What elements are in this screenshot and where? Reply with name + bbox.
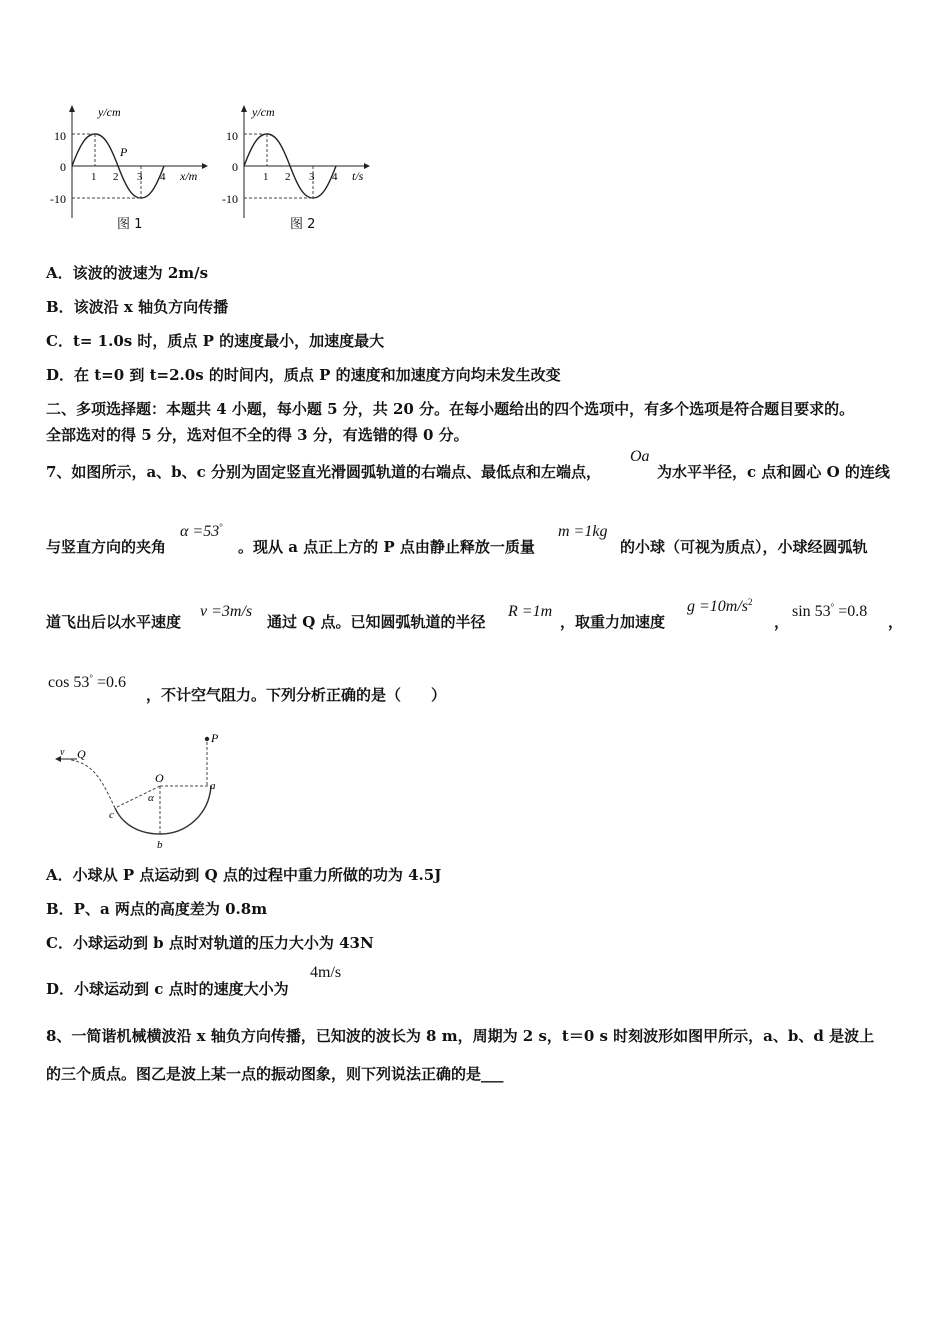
diagram-label-o: O <box>155 771 164 785</box>
q7-option-d-math: 4m/s <box>310 964 342 981</box>
figure-2-caption: 图 2 <box>290 217 316 232</box>
fig1-y-zero: 0 <box>60 160 66 174</box>
q7-line-4: ，不计空气阻力。下列分析正确的是（ ） <box>146 686 447 704</box>
q7-cos-text: cos 53 <box>48 674 90 691</box>
q7-sin-text: sin 53 <box>792 603 831 620</box>
fig2-y-zero: 0 <box>232 160 238 174</box>
q7-math-mass: m =1kg <box>558 523 608 540</box>
fig2-tick-3: 3 <box>309 171 315 183</box>
q6-option-a: A．该波的波速为 2m/s <box>46 264 209 282</box>
q7-math-oa: Oa <box>630 448 650 465</box>
q7-math-radius: R =1m <box>508 603 553 620</box>
q7-math-sin <box>792 603 867 621</box>
q7-line-3c: ，取重力加速度 <box>560 613 666 631</box>
q7-math-alpha <box>180 523 223 541</box>
q7-line-2c: 的小球（可视为质点），小球经圆弧轨 <box>620 538 868 556</box>
diagram-label-b: b <box>157 839 163 851</box>
q7-line-1b: 为水平半径，c 点和圆心 O 的连线 <box>657 463 890 481</box>
q6-option-b: B．该波沿 x 轴负方向传播 <box>46 298 229 316</box>
q7-sin-value: =0.8 <box>838 603 868 620</box>
q7-line-1a: 7、如图所示，a、b、c 分别为固定竖直光滑圆弧轨道的右端点、最低点和左端点， <box>46 463 602 481</box>
fig1-tick-4: 4 <box>160 171 166 183</box>
diagram-label-alpha: α <box>148 792 154 804</box>
section-2-instructions-2: 全部选对的得 5 分，选对但不全的得 3 分，有选错的得 0 分。 <box>46 426 469 444</box>
q7-alpha-degree: ° <box>219 522 223 532</box>
diagram-label-q: Q <box>77 747 86 761</box>
q7-gravity-text: g =10m/s <box>687 598 749 615</box>
fig1-tick-1: 1 <box>91 171 97 183</box>
q7-cos-value: =0.6 <box>96 674 126 691</box>
fig1-x-label: x/m <box>180 169 198 183</box>
q7-line-3a: 道飞出后以水平速度 <box>46 613 182 631</box>
fig2-y-max: 10 <box>226 129 238 143</box>
diagram-label-p: P <box>211 731 219 745</box>
fig2-tick-4: 4 <box>332 171 338 183</box>
fig1-y-min: -10 <box>50 192 66 206</box>
q8-line-2: 的三个质点。图乙是波上某一点的振动图象，则下列说法正确的是___ <box>46 1065 504 1083</box>
q7-cos-degree: ° <box>89 673 93 683</box>
q7-line-3b: 通过 Q 点。已知圆弧轨道的半径 <box>267 613 486 631</box>
q6-option-c: C．t= 1.0s 时，质点 P 的速度最小，加速度最大 <box>46 332 385 350</box>
q7-sin-degree: ° <box>830 602 835 612</box>
diagram-label-a: a <box>210 780 216 792</box>
q7-option-b: B．P、a 两点的高度差为 0.8m <box>46 900 268 918</box>
q7-math-gravity <box>687 598 753 616</box>
q7-option-c: C．小球运动到 b 点时对轨道的压力大小为 43N <box>46 934 374 952</box>
q7-line-3e: ， <box>888 613 904 631</box>
q7-track-diagram <box>55 728 230 856</box>
fig1-y-max: 10 <box>54 129 66 143</box>
section-2-instructions-1: 二、多项选择题：本题共 4 小题，每小题 5 分，共 20 分。在每小题给出的四个选项中，有多个选项是符合题目要求的。 <box>46 400 855 418</box>
fig1-point-p: P <box>120 145 128 159</box>
q8-line-1: 8、一简谐机械横波沿 x 轴负方向传播，已知波的波长为 8 m，周期为 2 s，t＝0 s 时刻波形如图甲所示，a、b、d 是波上 <box>46 1027 875 1045</box>
q7-option-a: A．小球从 P 点运动到 Q 点的过程中重力所做的功为 4.5J <box>46 866 442 884</box>
figure-1-caption: 图 1 <box>117 217 143 232</box>
fig1-tick-3: 3 <box>137 171 143 183</box>
fig1-tick-2: 2 <box>113 171 119 183</box>
fig2-tick-1: 1 <box>263 171 269 183</box>
q7-gravity-exponent: 2 <box>748 597 753 607</box>
fig2-tick-2: 2 <box>285 171 291 183</box>
fig2-y-label: y/cm <box>252 105 275 119</box>
q7-line-2b: 。现从 a 点正上方的 P 点由静止释放一质量 <box>238 538 535 556</box>
q7-option-d: D．小球运动到 c 点时的速度大小为 <box>46 980 289 998</box>
fig1-y-label: y/cm <box>98 105 121 119</box>
fig2-x-label: t/s <box>352 169 364 183</box>
diagram-label-v: v <box>60 747 65 758</box>
q7-line-3d: ， <box>774 613 790 631</box>
q7-math-velocity: v =3m/s <box>200 603 253 620</box>
fig2-y-min: -10 <box>222 192 238 206</box>
q7-line-2a: 与竖直方向的夹角 <box>46 538 167 556</box>
diagram-label-c: c <box>109 809 114 821</box>
q6-option-d: D．在 t=0 到 t=2.0s 的时间内，质点 P 的速度和加速度方向均未发生改变 <box>46 366 561 384</box>
q7-math-cos <box>48 674 126 692</box>
q7-alpha-text: α =53 <box>180 523 220 540</box>
